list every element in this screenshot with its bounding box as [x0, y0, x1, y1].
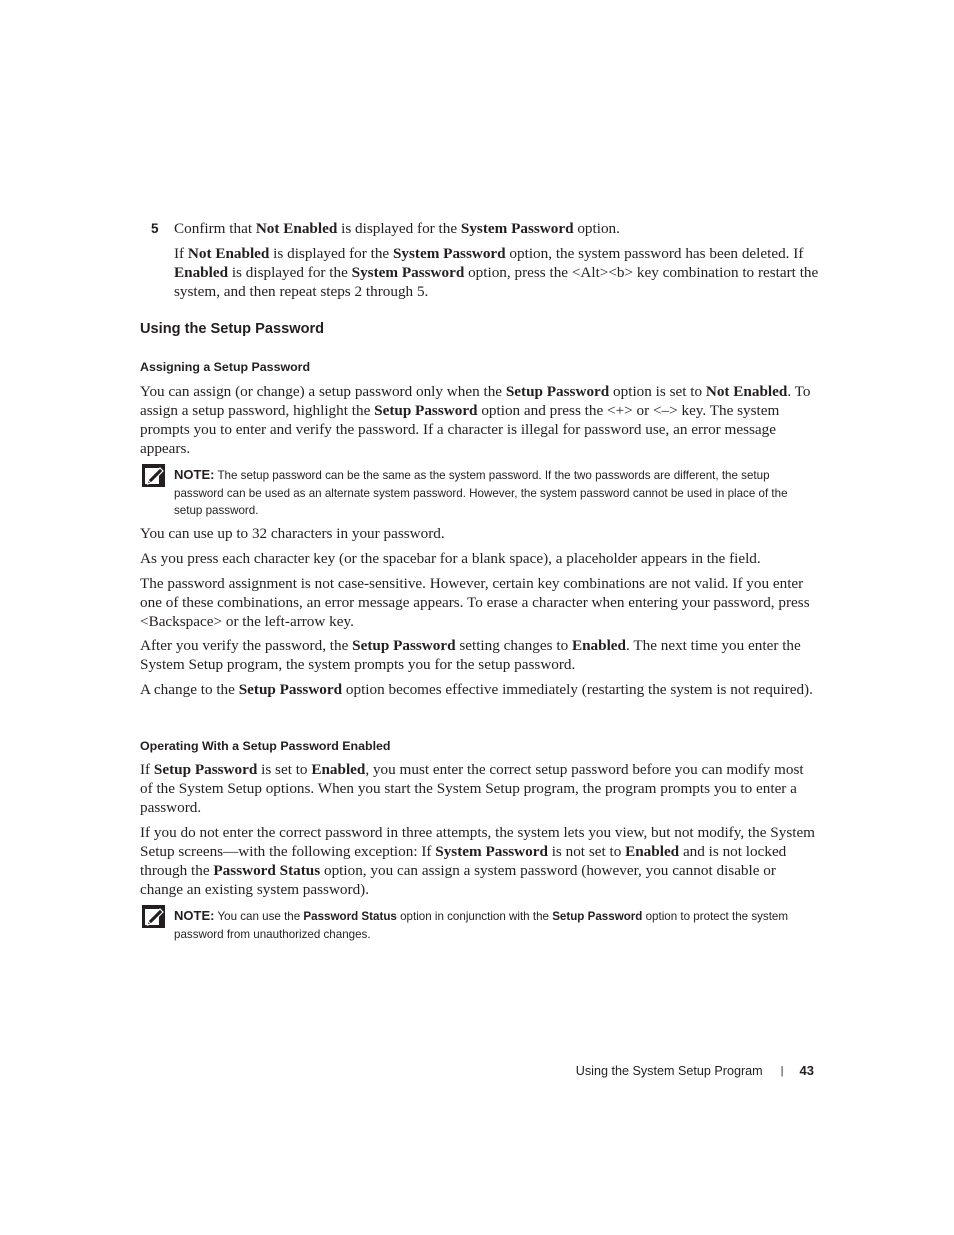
note-pencil-icon — [142, 905, 165, 928]
note-password-status: NOTE: You can use the Password Status option in conjunction with the Setup Password option to protect the system password from unauthorized changes. — [174, 908, 789, 941]
subheading-assigning: Assigning a Setup Password — [140, 360, 311, 374]
note-pencil-icon — [142, 464, 165, 487]
paragraph-three-attempts: If you do not enter the correct password in three attempts, the system lets you view, but not modify, the System Setup screens—with the following exception: If System Password is not set to Enabled and is not locked through the Password Status option, you can assign a system password (however, you cannot disable or change an existing system password). — [140, 824, 815, 898]
paragraph-setup-enabled: If Setup Password is set to Enabled, you must enter the correct setup password before you can modify most of the System Setup options. When you start the System Setup program, the program prompts you to enter a password. — [140, 761, 804, 816]
step-number: 5 — [151, 221, 159, 236]
subheading-operating: Operating With a Setup Password Enabled — [140, 739, 391, 753]
footer-chapter-title: Using the System Setup Program — [575, 1064, 763, 1078]
step-5-detail: If Not Enabled is displayed for the System Password option, the system password has been deleted. If Enabled is displayed for the System Password option, press the <Alt><b> key combination to restart the system, and then repeat steps 2 through 5. — [174, 245, 819, 300]
footer-separator: | — [780, 1065, 784, 1077]
page-number: 43 — [799, 1063, 814, 1078]
page-footer — [560, 1062, 814, 1081]
paragraph-assign-password: You can assign (or change) a setup password only when the Setup Password option is set to Not Enabled. To assign a setup password, highlight the Setup Password option and press the <+> or <–> key. The system prompts you to enter and verify the password. If a character is illegal for password use, an error message appears. — [140, 383, 811, 457]
paragraph-verify-password: After you verify the password, the Setup Password setting changes to Enabled. The next time you enter the System Setup program, the system prompts you for the setup password. — [140, 637, 801, 673]
paragraph-change-effective: A change to the Setup Password option becomes effective immediately (restarting the system is not required). — [140, 681, 813, 698]
section-heading: Using the Setup Password — [140, 321, 325, 337]
step-5-text: Confirm that Not Enabled is displayed for the System Password option. — [174, 220, 620, 237]
paragraph-placeholder: As you press each character key (or the spacebar for a blank space), a placeholder appears in the field. — [140, 550, 761, 567]
note-setup-password: NOTE: The setup password can be the same as the system password. If the two passwords are different, the setup password can be used as an alternate system password. However, the system password cannot be used in place of the setup password. — [174, 467, 788, 517]
paragraph-case-sensitivity: The password assignment is not case-sensitive. However, certain key combinations are not valid. If you enter one of these combinations, an error message appears. To erase a character when entering your password, press <Backspace> or the left-arrow key. — [140, 575, 810, 630]
paragraph-max-characters: You can use up to 32 characters in your password. — [140, 525, 445, 542]
